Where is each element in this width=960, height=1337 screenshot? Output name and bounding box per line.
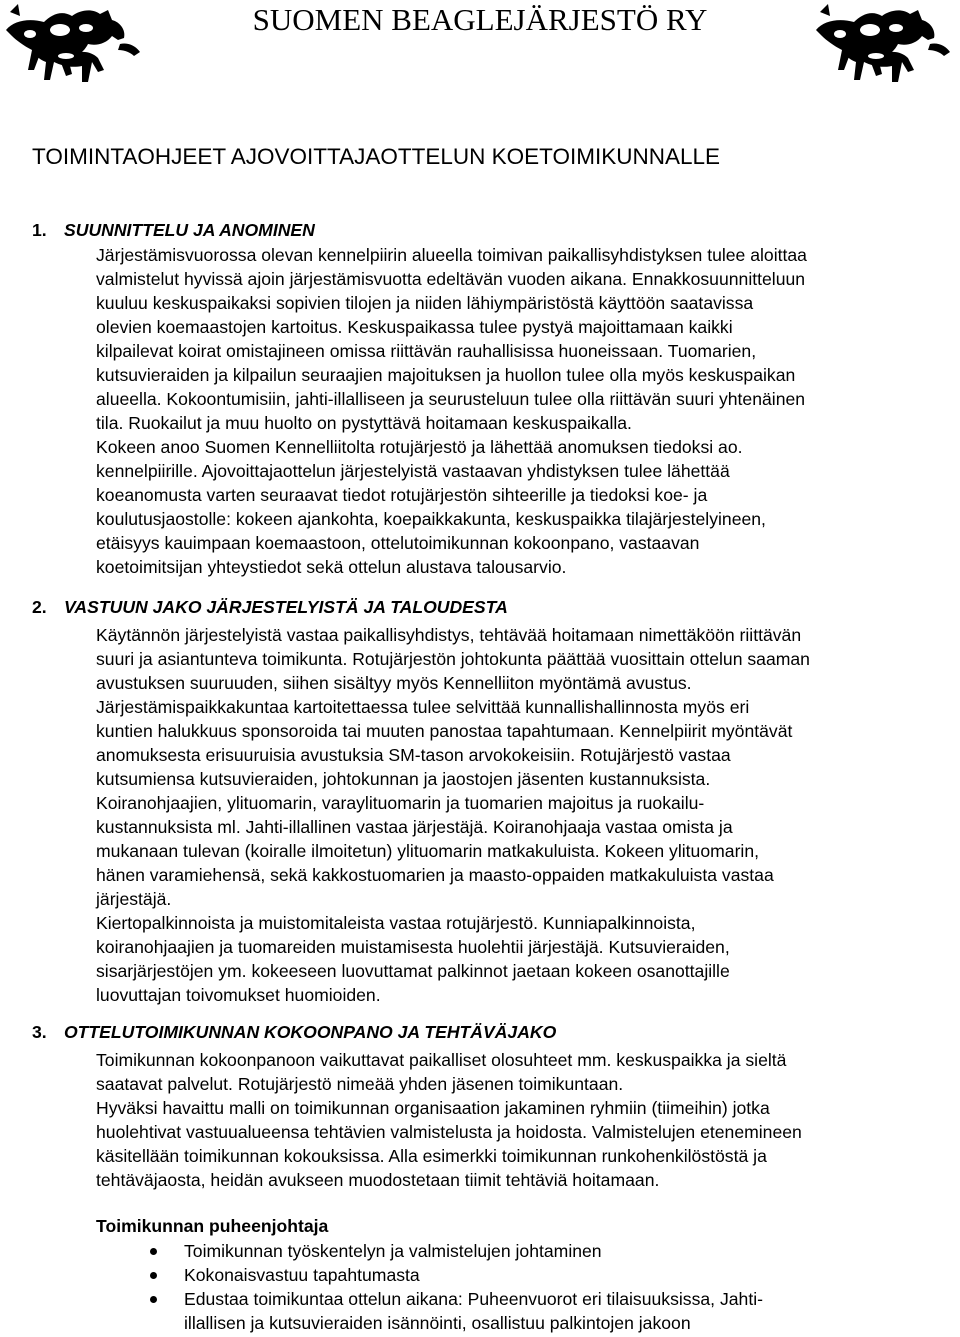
section-title: SUUNNITTELU JA ANOMINEN [64, 220, 315, 240]
text-line: Hyväksi havaittu malli on toimikunnan organisaation jakaminen ryhmiin (tiimeihin) jotka [96, 1098, 770, 1118]
list-item-text: Toimikunnan työskentelyn ja valmistelujen johtaminen [184, 1241, 602, 1261]
text-line: luovuttajan toivomukset huomioiden. [96, 985, 381, 1005]
list-item-text: Kokonaisvastuu tapahtumasta [184, 1265, 420, 1285]
section-title: VASTUUN JAKO JÄRJESTELYISTÄ JA TALOUDESTA [64, 597, 508, 617]
text-line: Käytännön järjestelyistä vastaa paikallisyhdistys, tehtävää hoitamaan nimettäköön riittävän [96, 625, 802, 645]
text-line: kennelpiirille. Ajovoittajaottelun järjestelyistä vastaavan yhdistyksen tulee lähettää [96, 461, 730, 481]
bullet-icon [150, 1248, 157, 1255]
section-title: OTTELUTOIMIKUNNAN KOKOONPANO JA TEHTÄVÄJAKO [64, 1022, 557, 1042]
section-number: 1. [32, 220, 47, 240]
list-item [96, 1287, 941, 1335]
text-line: tila. Ruokailut ja muu huolto on pystyttävä hoitamaan keskuspaikalla. [96, 413, 632, 433]
text-line: sisarjärjestöjen ym. kokeeseen luovuttamat palkinnot jaetaan kokeen osanottajille [96, 961, 730, 981]
chair-duties-list [96, 1239, 941, 1335]
beagle-dogs-logo-right [810, 0, 960, 95]
text-line: suuri ja asiantunteva toimikunta. Rotujärjestön johtokunta päättää vuosittain ottelun saaman [96, 649, 810, 669]
text-line: avustuksen suuruuden, siihen sisältyy myös Kennelliiton myöntämä avustus. [96, 673, 692, 693]
organization-name: SUOMEN BEAGLEJÄRJESTÖ RY [252, 2, 708, 37]
text-line: koulutusjaostolle: kokeen ajankohta, koepaikkakunta, keskuspaikka tilajärjestelyineen, [96, 509, 766, 529]
text-line: Kiertopalkinnoista ja muistomitaleista vastaa rotujärjestö. Kunniapalkinnoista, [96, 913, 696, 933]
text-line: huolehtivat vastuualueensa tehtävien valmistelusta ja hoidosta. Valmistelujen etenemineen [96, 1122, 802, 1142]
section-2-heading [32, 595, 508, 619]
text-line: koiranohjaajien ja tuomareiden muistamisesta huolehtii järjestäjä. Kutsuvieraiden, [96, 937, 730, 957]
list-item [96, 1239, 941, 1263]
text-line: valmistelut hyvissä ajoin järjestämisvuotta edeltävän vuoden aikana. Ennakkosuunnitteluun [96, 269, 806, 289]
text-line: järjestäjä. [96, 889, 172, 909]
text-line: Toimikunnan kokoonpanoon vaikuttavat paikalliset olosuhteet mm. keskuspaikka ja sieltä [96, 1050, 787, 1070]
text-line: käsitellään toimikunnan kokouksissa. Alla esimerkki toimikunnan runkohenkilöstöstä ja [96, 1146, 767, 1166]
text-line: kuuluu keskuspaikaksi sopivien tilojen ja niiden lähiympäristöstä käyttöön saatavissa [96, 293, 754, 313]
text-line: koetoimitsijan yhteystiedot sekä ottelun alustava talousarvio. [96, 557, 567, 577]
list-item-text: Edustaa toimikuntaa ottelun aikana: Puheenvuorot eri tilaisuuksissa, Jahti- illallisen ja kutsuvieraiden isännöinti, osallistuu palkintojen jakoon [184, 1289, 763, 1333]
section-number: 2. [32, 597, 47, 617]
section-3-heading [32, 1020, 556, 1044]
text-line: kuntien halukkuus sponsoroida tai muuten panostaa tapahtumaan. Kennelpiirit myöntävät [96, 721, 793, 741]
section-number: 3. [32, 1022, 47, 1042]
section-1-heading [32, 218, 315, 242]
text-line: kilpailevat koirat omistajineen omissa riittävän rauhallisissa huoneissaan. Tuomarien, [96, 341, 757, 361]
text-line: tehtäväjaosta, heidän avukseen muodostetaan tiimit tehtäviä hoitamaan. [96, 1170, 660, 1190]
bullet-icon [150, 1272, 157, 1279]
bullet-icon [150, 1296, 157, 1303]
section-2-body [96, 623, 941, 1007]
text-line: hänen varamiehensä, sekä kakkostuomarien ja maasto-oppaiden matkakuluista vastaa [96, 865, 774, 885]
text-line: Järjestämispaikkakuntaa kartoitettaessa tulee selvittää kunnallishallinnosta myös eri [96, 697, 750, 717]
text-line: Järjestämisvuorossa olevan kennelpiirin alueella toimivan paikallisyhdistyksen tulee aloittaa [96, 245, 807, 265]
text-line: Kokeen anoo Suomen Kennelliitolta rotujärjestö ja lähettää anomuksen tiedoksi ao. [96, 437, 743, 457]
text-line: saatavat palvelut. Rotujärjestö nimeää yhden jäsenen toimikuntaan. [96, 1074, 624, 1094]
text-line: olevien koemaastojen kartoitus. Keskuspaikassa tulee pystyä majoittamaan kaikki [96, 317, 733, 337]
text-line: kutsumiensa kutsuvieraiden, johtokunnan ja jaostojen jäsenten kustannuksista. [96, 769, 711, 789]
text-line: etäisyys kauimpaan koemaastoon, ottelutoimikunnan kokoonpano, vastaavan [96, 533, 700, 553]
text-line: Koiranohjaajien, ylituomarin, varaylituomarin ja tuomarien majoitus ja ruokailu- [96, 793, 705, 813]
text-line: kutsuvieraiden ja kilpailun seuraajien majoituksen ja huollon tulee olla myös keskuspaikan [96, 365, 796, 385]
text-line: kustannuksista ml. Jahti-illallinen vastaa järjestäjä. Koiranohjaaja vastaa omista ja [96, 817, 733, 837]
text-line: anomuksesta erisuuruisia avustuksia SM-tason arvokokeisiin. Rotujärjestö vastaa [96, 745, 731, 765]
text-line: alueella. Kokoontumisiin, jahti-illalliseen ja seurusteluun tulee olla riittävän suuri yhtenäinen [96, 389, 806, 409]
chair-heading: Toimikunnan puheenjohtaja [96, 1216, 329, 1236]
section-3-body [96, 1048, 941, 1192]
text-line: koeanomusta varten seuraavat tiedot rotujärjestön sihteerille ja tiedoksi koe- ja [96, 485, 708, 505]
section-1-body [96, 243, 941, 579]
list-item [96, 1263, 941, 1287]
text-line: mukanaan tulevan (koiralle ilmoitetun) ylituomarin matkakuluista. Kokeen ylituomarin, [96, 841, 760, 861]
document-title: TOIMINTAOHJEET AJOVOITTAJAOTTELUN KOETOIMIKUNNALLE [32, 144, 721, 169]
